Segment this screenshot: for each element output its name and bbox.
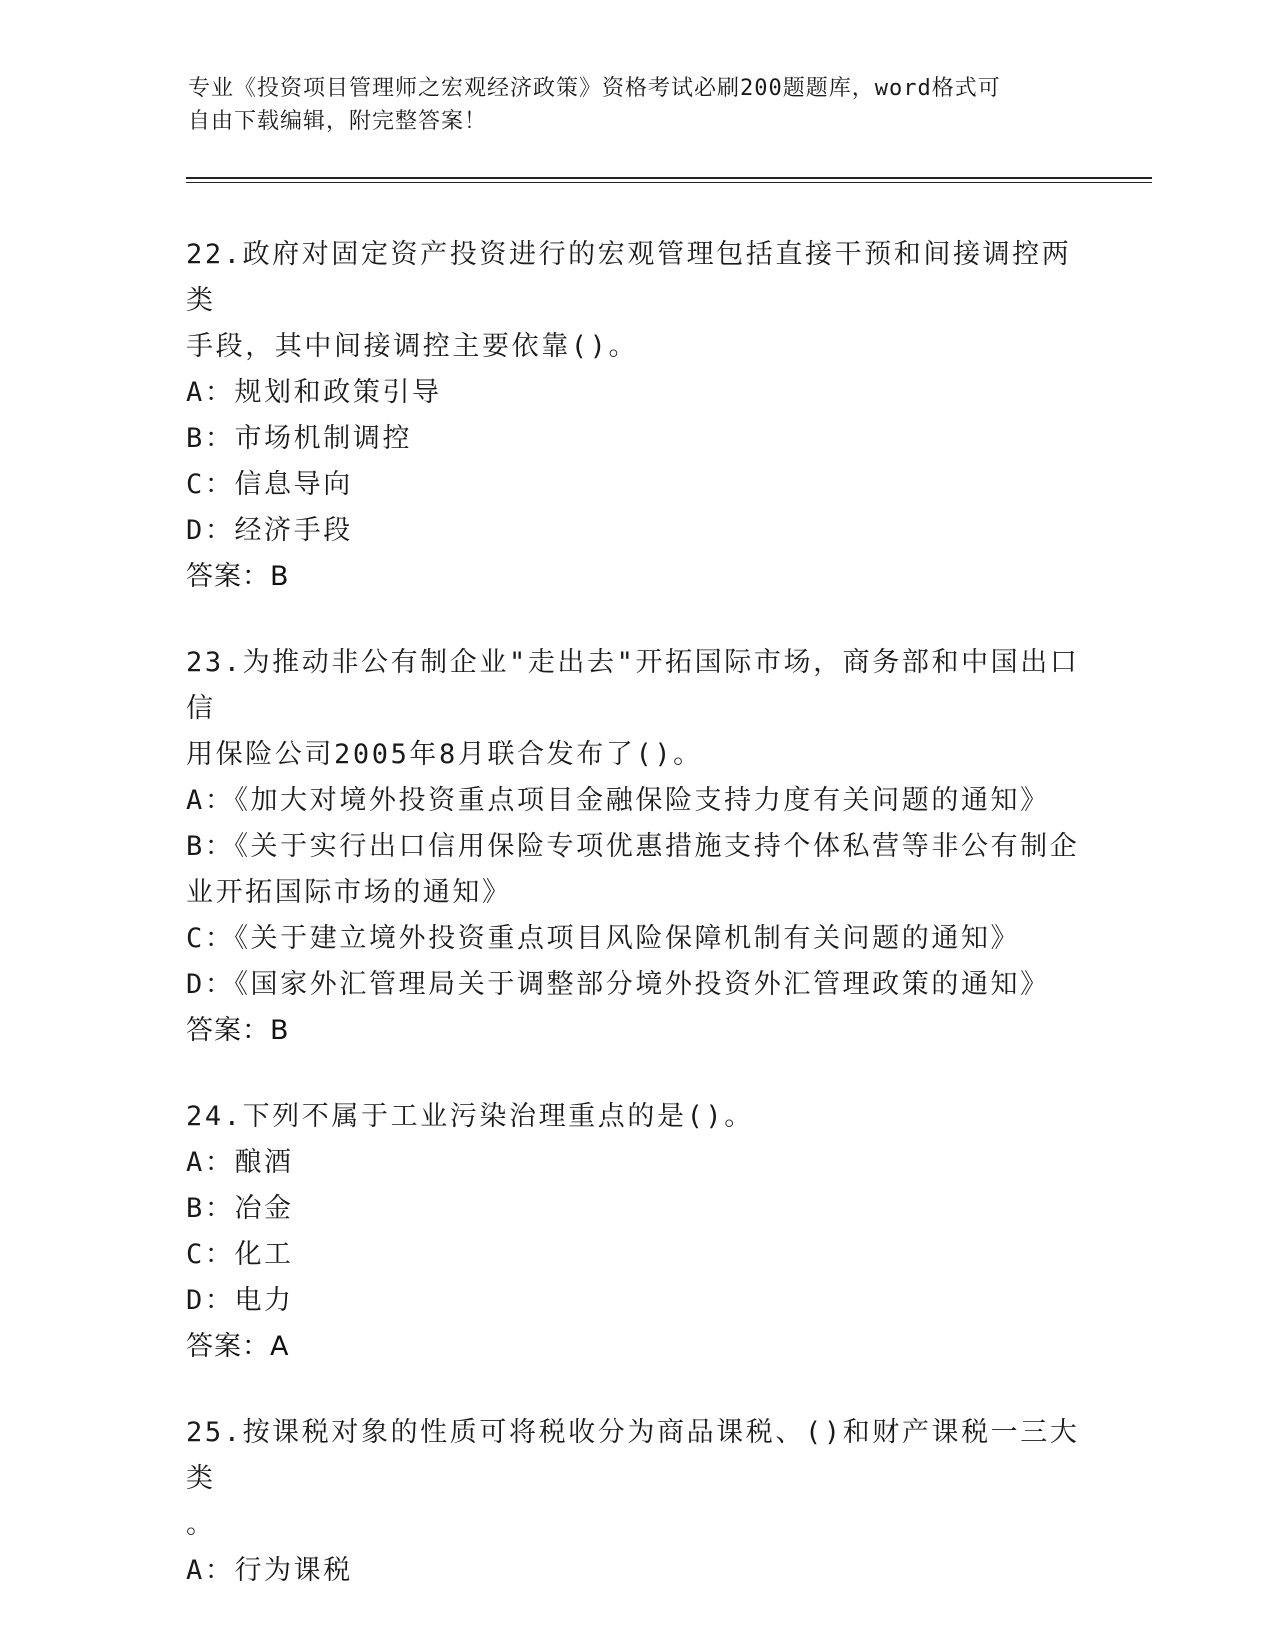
answer-label: 答案：A bbox=[186, 1331, 290, 1362]
option-d: D：《国家外汇管理局关于调整部分境外投资外汇管理政策的通知》 bbox=[186, 969, 1050, 1000]
option-a: A：规划和政策引导 bbox=[186, 377, 442, 408]
option-b: B：冶金 bbox=[186, 1193, 294, 1224]
option-b: B：市场机制调控 bbox=[186, 423, 413, 454]
header-divider-thick bbox=[186, 177, 1152, 179]
question-stem-line: 25.按课税对象的性质可将税收分为商品课税、()和财产课税一三大类 bbox=[186, 1417, 1080, 1494]
question-stem-line: 22.政府对固定资产投资进行的宏观管理包括直接干预和间接调控两类 bbox=[186, 239, 1072, 316]
answer-label: 答案：B bbox=[186, 1015, 290, 1046]
question-stem-line: 23.为推动非公有制企业"走出去"开拓国际市场，商务部和中国出口信 bbox=[186, 647, 1080, 724]
question-stem-line: 手段，其中间接调控主要依靠()。 bbox=[186, 331, 639, 362]
option-a: A：行为课税 bbox=[186, 1555, 353, 1586]
answer-label: 答案：B bbox=[186, 561, 290, 592]
header-line-1: 专业《投资项目管理师之宏观经济政策》资格考试必刷200题题库，word格式可 bbox=[188, 76, 1001, 101]
question-25 bbox=[186, 1410, 1086, 1594]
option-b-continued: 业开拓国际市场的通知》 bbox=[186, 877, 512, 908]
question-stem-line: 用保险公司2005年8月联合发布了()。 bbox=[186, 739, 703, 770]
option-a: A：酿酒 bbox=[186, 1147, 294, 1178]
option-d: D：经济手段 bbox=[186, 515, 353, 546]
option-c: C：《关于建立境外投资重点项目风险保障机制有关问题的通知》 bbox=[186, 923, 1021, 954]
question-stem-line: 24.下列不属于工业污染治理重点的是()。 bbox=[186, 1101, 754, 1132]
question-23 bbox=[186, 640, 1086, 1054]
question-list bbox=[186, 232, 1086, 1634]
header-divider-thin bbox=[186, 182, 1152, 183]
question-22 bbox=[186, 232, 1086, 600]
question-stem-line: 。 bbox=[186, 1509, 216, 1540]
option-c: C：信息导向 bbox=[186, 469, 353, 500]
document-header bbox=[188, 72, 1068, 138]
option-d: D：电力 bbox=[186, 1285, 294, 1316]
option-c: C：化工 bbox=[186, 1239, 294, 1270]
question-24 bbox=[186, 1094, 1086, 1370]
option-b: B：《关于实行出口信用保险专项优惠措施支持个体私营等非公有制企 bbox=[186, 831, 1080, 862]
option-a: A：《加大对境外投资重点项目金融保险支持力度有关问题的通知》 bbox=[186, 785, 1050, 816]
header-line-2: 自由下载编辑，附完整答案！ bbox=[188, 109, 488, 134]
